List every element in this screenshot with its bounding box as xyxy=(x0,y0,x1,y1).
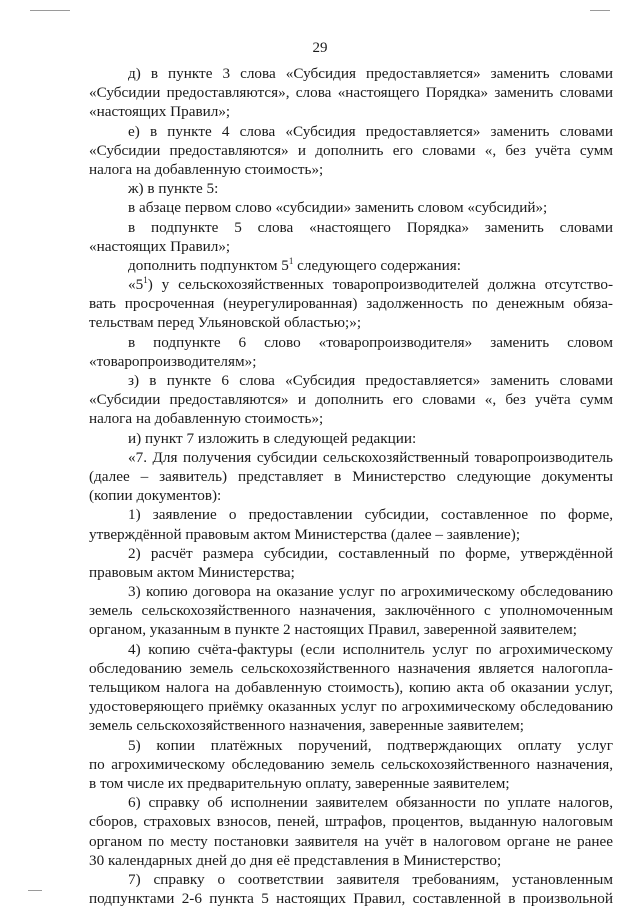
paragraph xyxy=(89,198,613,217)
paragraph xyxy=(89,333,613,371)
text-line: «Субсидии предоставляются» и дополнить его словами «, без учёта сумм xyxy=(89,391,613,409)
text-line: налога на добавленную стоимость»; xyxy=(89,160,324,178)
paragraph xyxy=(89,275,613,333)
text-line: 4) копию счёта-фактуры (если исполнитель услуг по агрохимическому xyxy=(128,640,613,658)
page-number: 29 xyxy=(312,40,328,56)
paragraph xyxy=(89,179,613,198)
text-line: (копии документов): xyxy=(89,487,222,505)
text-line: 3) копию договора на оказание услуг по агрохимическому обследованию xyxy=(128,583,613,601)
text-line: 30 календарных дней до дня её представления в Министерство; xyxy=(89,851,502,869)
text-line: е) в пункте 4 слова «Субсидия предоставляется» заменить словами xyxy=(128,122,613,140)
paragraph xyxy=(89,544,613,582)
text-line: з) в пункте 6 слова «Субсидия предоставляется» заменить словами xyxy=(128,372,613,389)
text-line: в абзаце первом слово «субсидии» заменить словом «субсидий»; xyxy=(128,199,548,217)
text-line: обследованию земель сельскохозяйственного назначения является налогопла- xyxy=(89,659,613,677)
text-line: «7. Для получения субсидии сельскохозяйственный товаропроизводитель xyxy=(128,448,613,466)
text-line: дополнить подпунктом $5^1$ следующего содержания: xyxy=(128,255,461,274)
text-line: органом, указанным в пункте 2 настоящих Правил, заверенной заявителем; xyxy=(89,621,577,639)
paragraph xyxy=(89,582,613,640)
paragraph xyxy=(89,64,613,122)
text-line: «$5^1$) у сельскохозяйственных товаропроизводителей должна отсутство- xyxy=(128,275,613,294)
text-line: удостоверяющего приёмку оказанных услуг по агрохимическому обследованию xyxy=(89,698,613,716)
paragraph xyxy=(89,429,613,448)
paragraph xyxy=(89,122,613,180)
document-body xyxy=(89,64,613,908)
paragraph xyxy=(89,640,613,736)
text-line: и) пункт 7 изложить в следующей редакции: xyxy=(128,429,417,447)
text-line: в том числе их предварительную оплату, заверенные заявителем; xyxy=(89,774,510,792)
scan-edge-mark xyxy=(28,890,42,891)
scan-edge-mark xyxy=(30,10,70,11)
paragraph xyxy=(89,448,613,506)
text-line: земель сельскохозяйственного назначения, заверенные заявителем; xyxy=(89,717,524,735)
paragraph xyxy=(89,218,613,256)
text-line: в подпункте 5 слова «настоящего Порядка» заменить словами xyxy=(128,218,613,236)
text-line: тельствам перед Ульяновской областью;»; xyxy=(89,314,362,332)
text-line: «Субсидии предоставляются», слова «настоящего Порядка» заменить словами xyxy=(89,84,613,102)
text-line: ж) в пункте 5: xyxy=(128,180,219,198)
text-line: сборов, страховых взносов, пеней, штрафов, процентов, выданную налоговым xyxy=(89,813,613,831)
text-line: «Субсидии предоставляются» и дополнить его словами «, без учёта сумм xyxy=(89,141,613,159)
paragraph xyxy=(89,505,613,543)
text-line: земель сельскохозяйственного назначения, заключённого с уполномоченным xyxy=(89,602,613,620)
text-line: (далее – заявитель) представляет в Министерство следующие документы xyxy=(89,467,613,485)
text-line: по агрохимическому обследованию земель сельскохозяйственного назначения, xyxy=(89,755,613,773)
text-line: 1) заявление о предоставлении субсидии, составленное по форме, xyxy=(128,506,613,524)
paragraph xyxy=(89,371,613,429)
text-line: 6) справку об исполнении заявителем обязанности по уплате налогов, xyxy=(128,794,613,812)
paragraph xyxy=(89,256,613,275)
text-line: вать просроченная (неурегулированная) задолженность по денежным обяза- xyxy=(89,295,613,313)
text-line: «настоящих Правил»; xyxy=(89,103,231,121)
text-line: органом по месту постановки заявителя на учёт в налоговом органе не ранее xyxy=(89,832,613,850)
text-line: «товаропроизводителям»; xyxy=(89,352,257,370)
text-line: д) в пункте 3 слова «Субсидия предоставляется» заменить словами xyxy=(128,65,613,82)
text-line: в подпункте 6 слово «товаропроизводителя» заменить словом xyxy=(128,333,613,351)
text-line: тельщиком налога на добавленную стоимость), копию акта об оказании услуг, xyxy=(89,679,613,696)
text-line: налога на добавленную стоимость»; xyxy=(89,410,324,428)
text-line: 7) справку о соответствии заявителя требованиям, установленным xyxy=(128,870,613,888)
text-line: подпунктами 2-6 пункта 5 настоящих Правил, составленной в произвольной xyxy=(89,890,613,908)
text-line: 5) копии платёжных поручений, подтверждающих оплату услуг xyxy=(128,736,613,754)
text-line: правовым актом Министерства; xyxy=(89,563,295,581)
text-line: 2) расчёт размера субсидии, составленный по форме, утверждённой xyxy=(128,544,613,562)
paragraph xyxy=(89,793,613,870)
text-line: утверждённой правовым актом Министерства (далее – заявление); xyxy=(89,525,521,543)
paragraph xyxy=(89,870,613,908)
paragraph xyxy=(89,736,613,794)
scan-edge-mark xyxy=(590,10,610,11)
text-line: «настоящих Правил»; xyxy=(89,237,231,255)
